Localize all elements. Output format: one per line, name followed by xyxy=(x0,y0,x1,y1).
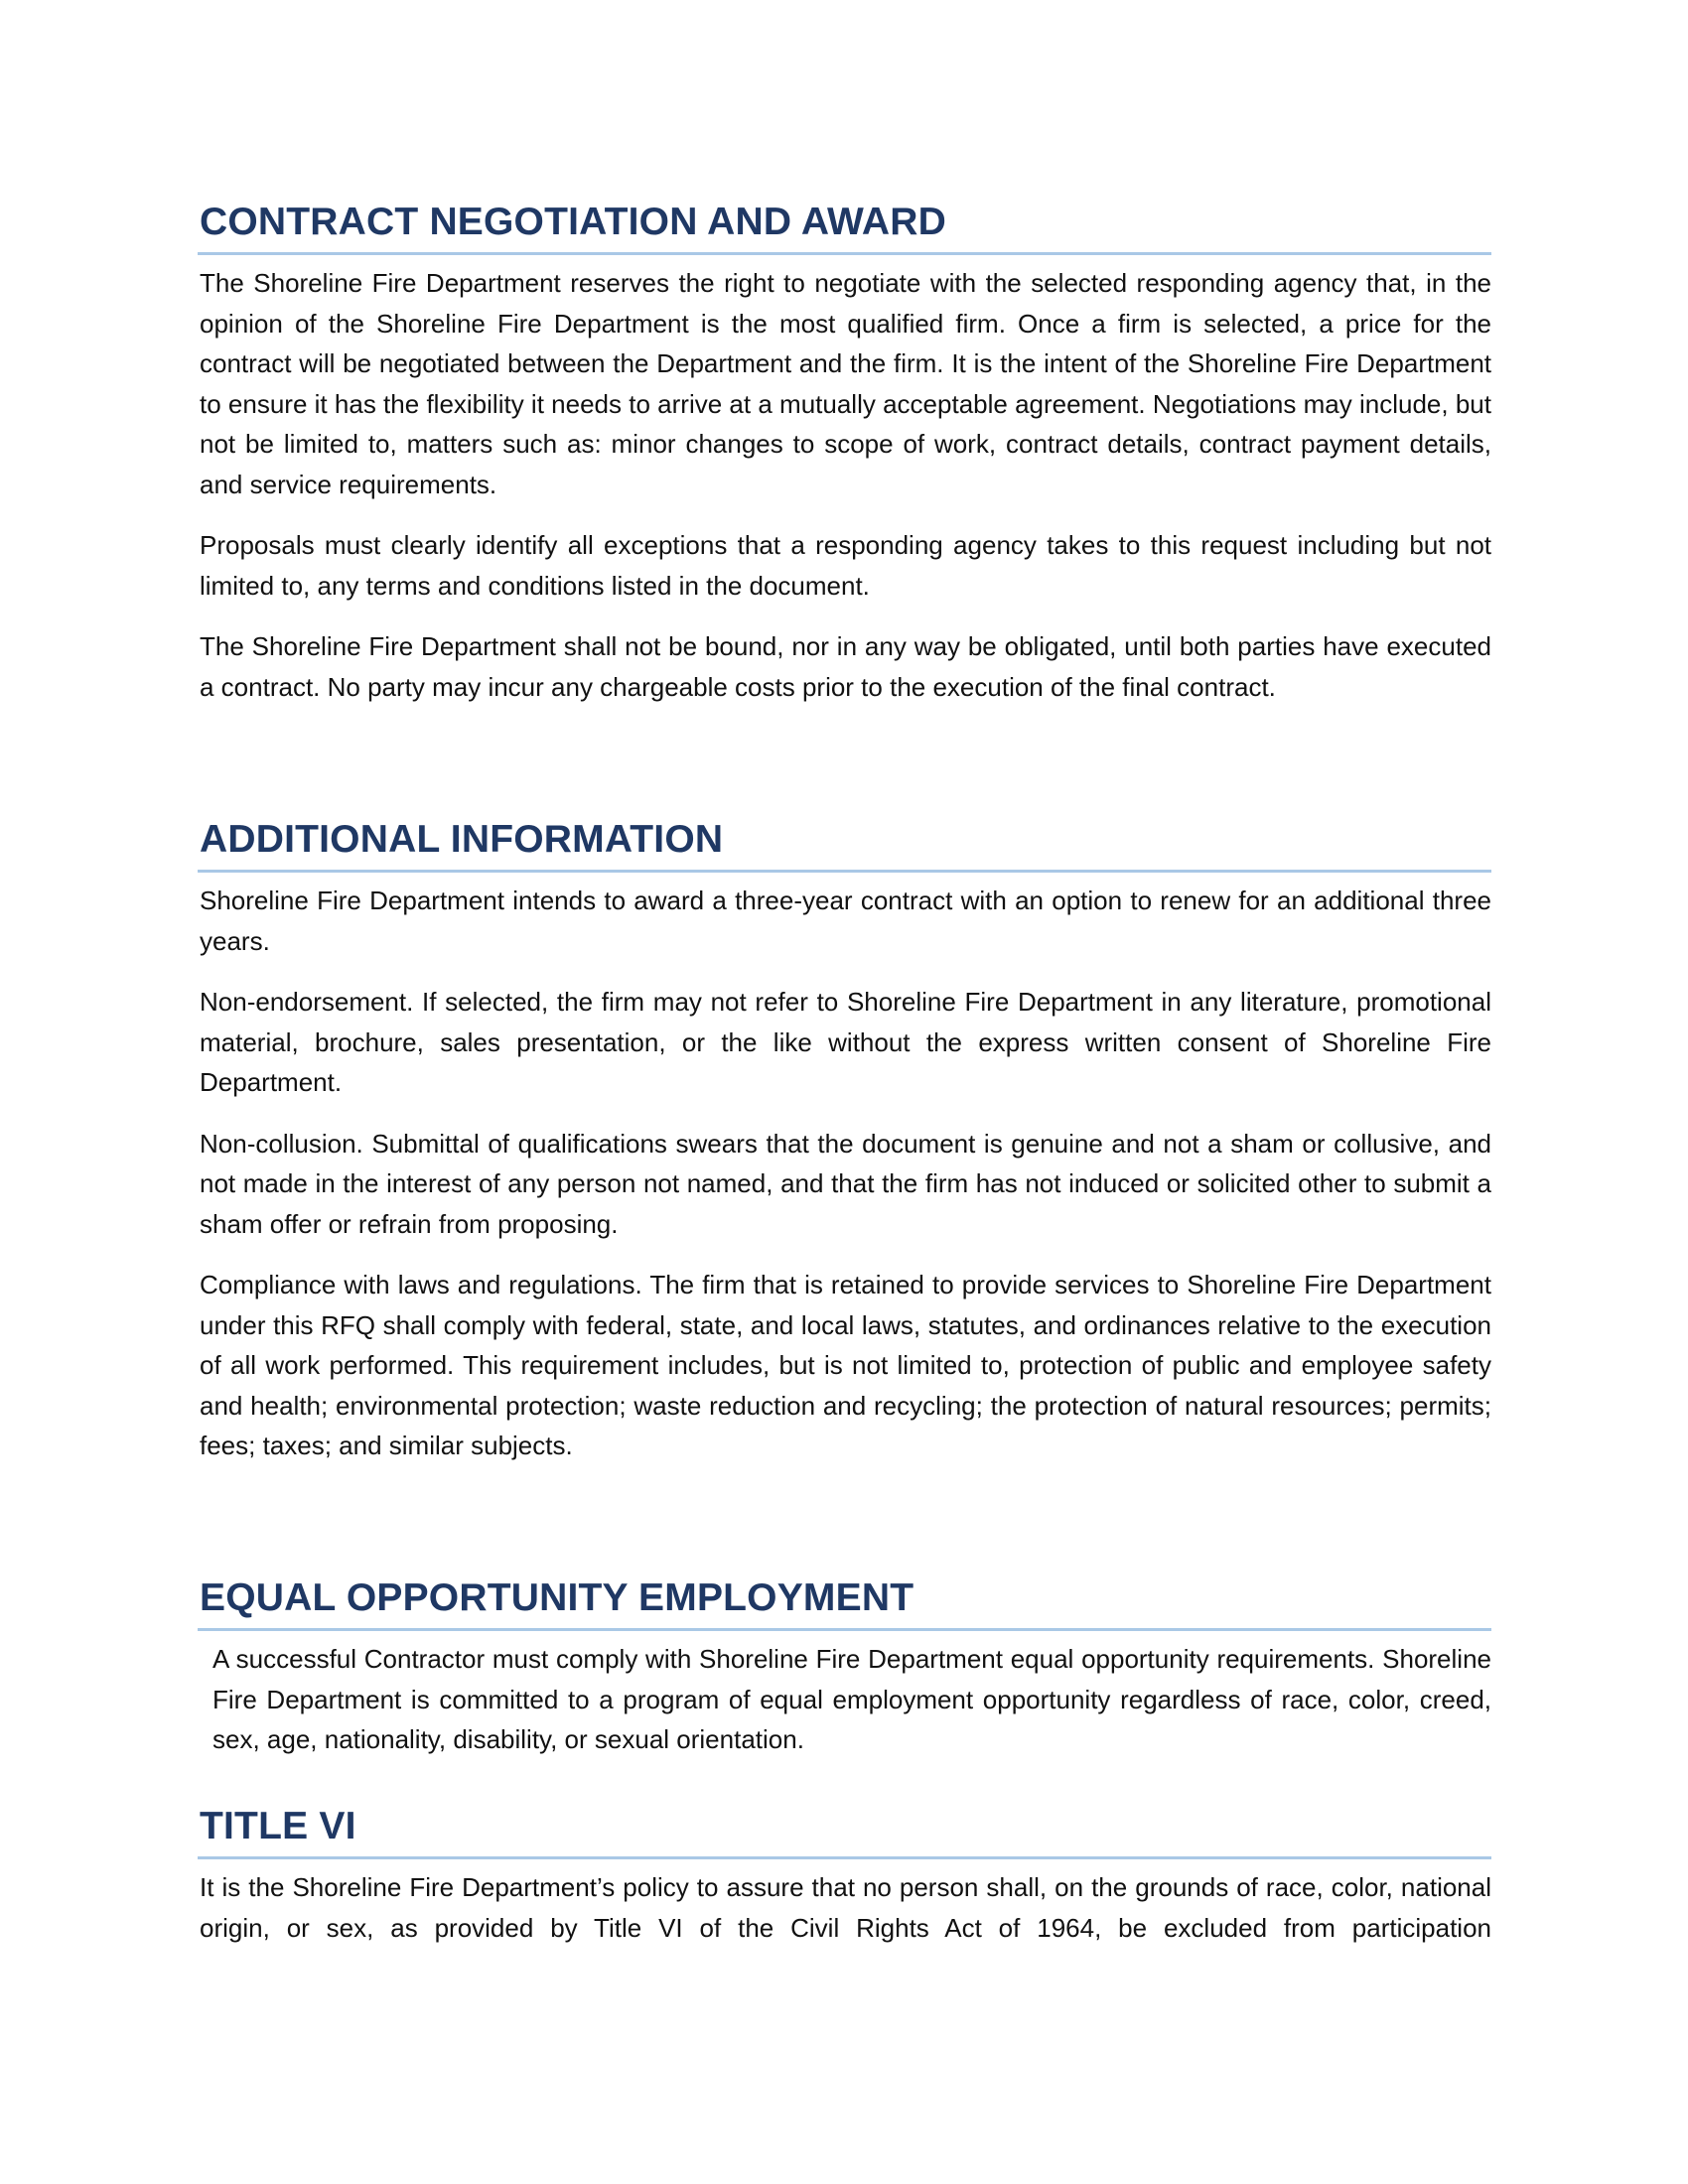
paragraph: Compliance with laws and regulations. The firm that is retained to provide services to Shoreline Fire Department under this RFQ shall comply with federal, state, and local laws, statutes, and ordinances relative to the execution of all work performed. This requirement includes, but is not limited to, protection of public and employee safety and health; environmental protection; waste reduction and recycling; the protection of natural resources; permits; fees; taxes; and similar subjects. xyxy=(200,1270,1491,1460)
paragraph: It is the Shoreline Fire Department’s policy to assure that no person shall, on the grounds of race, color, national origin, or sex, as provided by Title VI of the Civil Rights Act of 1964, be excluded from participation xyxy=(200,1872,1491,1943)
paragraph: Shoreline Fire Department intends to award a three-year contract with an option to renew for an additional three years. xyxy=(200,886,1491,956)
paragraph: A successful Contractor must comply with Shoreline Fire Department equal opportunity requirements. Shoreline Fire Department is committed to a program of equal employment opportunity regardless of race, color, creed, sex, age, nationality, disability, or sexual orientation. xyxy=(212,1644,1491,1754)
section-heading: TITLE VI xyxy=(198,1803,1491,1859)
paragraph: Non-collusion. Submittal of qualifications swears that the document is genuine and not a sham or collusive, and not made in the interest of any person not named, and that the firm has not induced or solicited other to submit a sham offer or refrain from proposing. xyxy=(200,1128,1491,1239)
section-heading: ADDITIONAL INFORMATION xyxy=(198,816,1491,873)
paragraph: The Shoreline Fire Department shall not be bound, nor in any way be obligated, until both parties have executed a contract. No party may incur any chargeable costs prior to the execution of the final contract. xyxy=(200,631,1491,702)
section-additional-information xyxy=(198,816,1491,1466)
section-heading: CONTRACT NEGOTIATION AND AWARD xyxy=(198,199,1491,255)
section-equal-opportunity xyxy=(198,1574,1491,1760)
section-heading: EQUAL OPPORTUNITY EMPLOYMENT xyxy=(198,1574,1491,1631)
paragraph: The Shoreline Fire Department reserves the right to negotiate with the selected responding agency that, in the opinion of the Shoreline Fire Department is the most qualified firm. Once a firm is selected, a price for the contract will be negotiated between the Department and the firm. It is the intent of the Shoreline Fire Department to ensure it has the flexibility it needs to arrive at a mutually acceptable agreement. Negotiations may include, but not be limited to, matters such as: minor changes to scope of work, contract details, contract payment details, and service requirements. xyxy=(200,268,1491,499)
section-title-vi xyxy=(198,1803,1491,1948)
paragraph: Proposals must clearly identify all exceptions that a responding agency takes to this request including but not limited to, any terms and conditions listed in the document. xyxy=(200,530,1491,601)
section-contract-negotiation xyxy=(198,199,1491,707)
paragraph: Non-endorsement. If selected, the firm may not refer to Shoreline Fire Department in any literature, promotional material, brochure, sales presentation, or the like without the express written consent of Shoreline Fire Department. xyxy=(200,987,1491,1097)
